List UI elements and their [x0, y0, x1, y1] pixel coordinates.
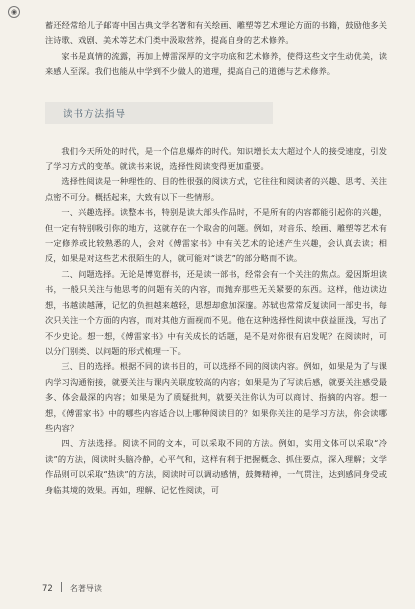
page-content: [45, 18, 387, 498]
paragraph-purpose-selection: 三、目的选择。根据不同的读书目的，可以选择不同的阅读内容。例如，如果是为了与课内学习沟通衔接，就要关注与课内关联度较高的内容；如果是为了写读后感，就要关注感受最多、体会最深的内容；如果是为了质疑批判，就要关注你认为可以商讨、指摘的内容。想一想，《傅雷家书》中的哪些内容适合以上哪种阅读目的？如果你关注的是学习方法，你会读哪些内容？: [45, 361, 387, 433]
corner-emblem-icon: ◉: [8, 6, 20, 18]
book-label: 名著导读: [69, 584, 102, 593]
paragraph: 我们今天所处的时代，是一个信息爆炸的时代。知识增长太大超过个人的接受速度，引发了学习方式的变革。就读书来说，选择性阅读变得更加重要。: [45, 145, 387, 172]
page-footer: [42, 582, 102, 594]
paragraph: 选择性阅读是一种理性的、目的性很强的阅读方式，它往往和阅读者的兴趣、思考、关注点密不可分。概括起来，大致有以下一些情形。: [45, 176, 387, 202]
paragraph-method-selection: 四、方法选择。阅读不同的文本，可以采取不同的方法。例如，实用文体可以采取“冷读”的方法，阅读时头脑冷静，心平气和，这样有利于把握概念、抓住要点，深入理解；文学作品则可以采取“热读”的方法，阅读时可以调动感情，鼓舞精神，一气贯注，达到感同身受或身临其境的效果。再如，理解、记忆性阅读，可: [45, 438, 387, 495]
paragraph-interest-selection: 一、兴趣选择。读整本书，特别是读大部头作品时，不是所有的内容都能引起你的兴趣，但一定有特别吸引你的地方，这就存在一个取舍的问题。例如，对音乐、绘画、雕塑等艺术有一定修养或比较熟悉的人，会对《傅雷家书》中有关艺术的论述产生兴趣，会认真去读；相反，如果是对这些艺术很陌生的人，就可能对“谈艺”的部分略而不读。: [45, 207, 387, 264]
footer-divider: [61, 582, 62, 592]
section-title: 读书方法指导: [45, 102, 273, 124]
paragraph-question-selection: 二、问题选择。无论是博览群书，还是读一部书，经常会有一个关注的焦点。爱因斯坦读书，一般只关注与他思考的问题有关的内容，而抛弃那些无关紧要的东西。这样，他边读边想，书越读越薄，记忆的负担越来越轻，思想却愈加深邃。苏轼也常常反复读同一部史书，每次只关注一个方面的内容，而对其他方面视而不见。他在这种选择性阅读中获益匪浅，写出了不少史论。想一想，《傅雷家书》中有关成长的话题，是不是对你很有启发呢？在阅读时，可以分门别类、以问题的形式梳理一下。: [45, 268, 387, 356]
paragraph: 家书是真情的流露，再加上傅雷深厚的文字功底和艺术修养，使得这些文字生动优美，读来感人至深。我们也能从中学到不少做人的道理，提高自己的道德与艺术修养。: [45, 50, 387, 77]
page-number: 72: [42, 584, 53, 594]
paragraph-continued: 蓄还经常给儿子邮寄中国古典文学名著和有关绘画、雕塑等艺术理论方面的书籍，鼓励他多关注诗歌、戏剧、美术等艺术门类中汲取营养，提高自身的艺术修养。: [45, 20, 387, 46]
